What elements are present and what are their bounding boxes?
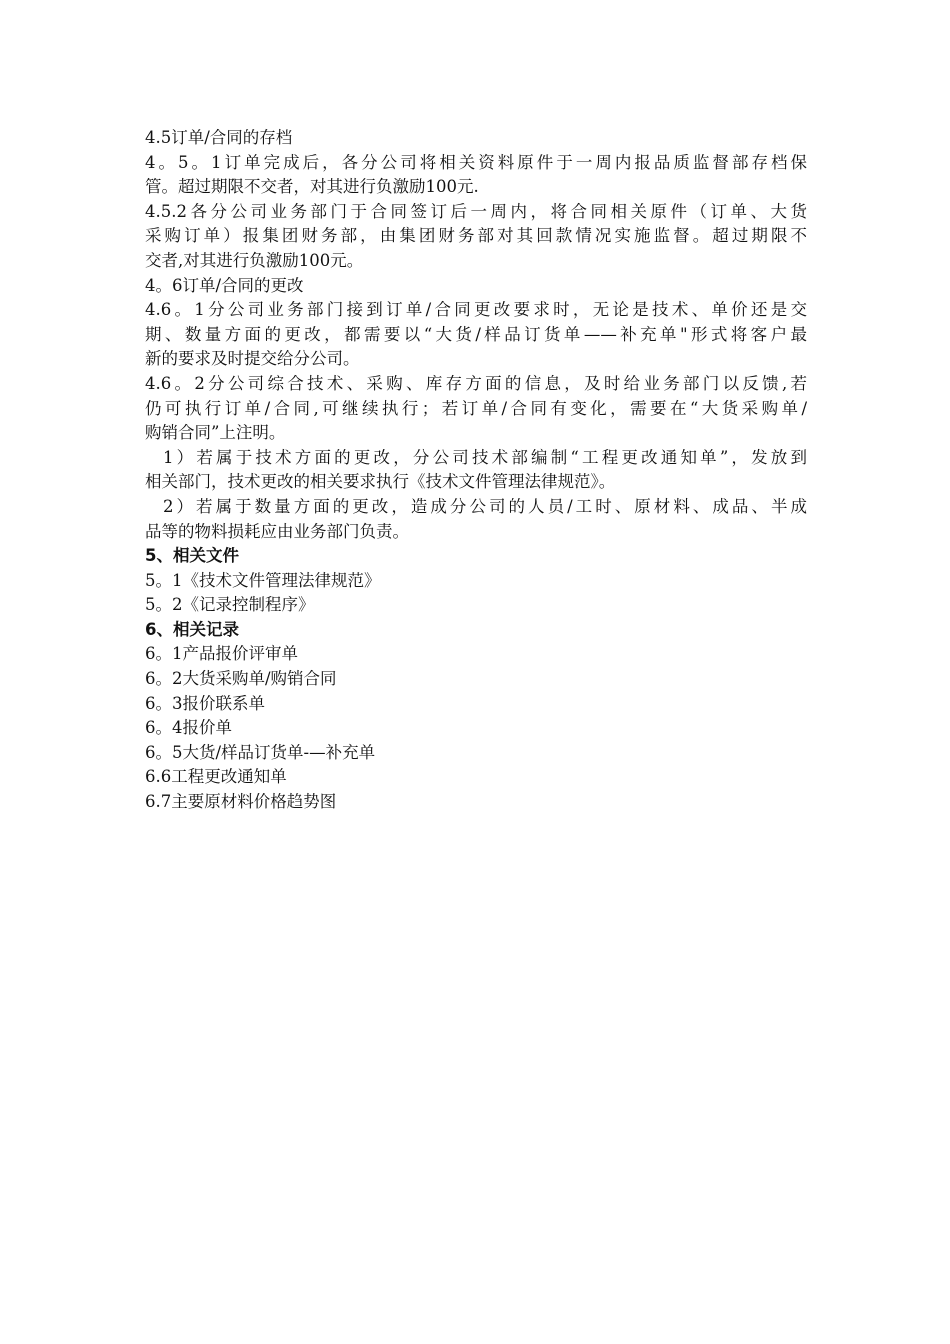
list-item: 5。2《记录控制程序》 bbox=[145, 595, 315, 615]
list-item: 5。1《技术文件管理法律规范》 bbox=[145, 570, 381, 590]
text-line: 相关部门，技术更改的相关要求执行《技术文件管理法律规范》。 bbox=[145, 472, 616, 492]
list-item: 6。4报价单 bbox=[145, 718, 232, 738]
section-4-5-title: 4.5订单/合同的存档 bbox=[145, 128, 293, 147]
list-item: 6。2大货采购单/购销合同 bbox=[145, 669, 337, 689]
list-item: 6。5大货/样品订货单-—补充单 bbox=[145, 742, 376, 762]
text-line: 4。5。1订单完成后，各分公司将相关资料原件于一周内报品质监督部存档保 bbox=[145, 152, 807, 172]
section-5-title: 5、相关文件 bbox=[145, 546, 239, 566]
paragraph-4-6-2 bbox=[145, 372, 807, 446]
text-line: 4.6。1分公司业务部门接到订单/合同更改要求时，无论是技术、单价还是交 bbox=[145, 300, 807, 320]
text-line: 采购订单）报集团财务部，由集团财务部对其回款情况实施监督。超过期限不 bbox=[145, 226, 807, 246]
document-page bbox=[145, 126, 807, 815]
list-item-technical-change bbox=[145, 446, 807, 495]
text-line: 交者,对其进行负激励100元。 bbox=[145, 250, 364, 270]
paragraph-4-5-2 bbox=[145, 200, 807, 274]
text-line: 1）若属于技术方面的更改，分公司技术部编制“工程更改通知单”，发放到 bbox=[163, 447, 807, 467]
text-line: 购销合同”上注明。 bbox=[145, 423, 286, 443]
text-line: 新的要求及时提交给分公司。 bbox=[145, 349, 360, 369]
text-line: 4.5.2各分公司业务部门于合同签订后一周内，将合同相关原件（订单、大货 bbox=[145, 201, 807, 221]
list-item: 6。3报价联系单 bbox=[145, 693, 265, 713]
text-line: 4.6。2分公司综合技术、采购、库存方面的信息，及时给业务部门以反馈,若 bbox=[145, 373, 807, 393]
text-line: 品等的物料损耗应由业务部门负责。 bbox=[145, 521, 409, 541]
text-line: 管。超过期限不交者，对其进行负激励100元. bbox=[145, 177, 479, 197]
paragraph-4-6-1 bbox=[145, 298, 807, 372]
text-line: 2）若属于数量方面的更改，造成分公司的人员/工时、原材料、成品、半成 bbox=[163, 496, 807, 516]
text-line: 期、数量方面的更改，都需要以“大货/样品订货单——补充单"形式将客户最 bbox=[145, 324, 807, 344]
text-line: 仍可执行订单/合同,可继续执行；若订单/合同有变化，需要在“大货采购单/ bbox=[145, 398, 807, 418]
paragraph-4-5-1 bbox=[145, 151, 807, 200]
section-4-6-title: 4。6订单/合同的更改 bbox=[145, 275, 304, 295]
list-item-quantity-change bbox=[145, 495, 807, 544]
list-item: 6.6工程更改通知单 bbox=[145, 767, 287, 787]
list-item: 6.7主要原材料价格趋势图 bbox=[145, 792, 337, 812]
section-6-title: 6、相关记录 bbox=[145, 619, 239, 639]
list-item: 6。1产品报价评审单 bbox=[145, 644, 298, 664]
